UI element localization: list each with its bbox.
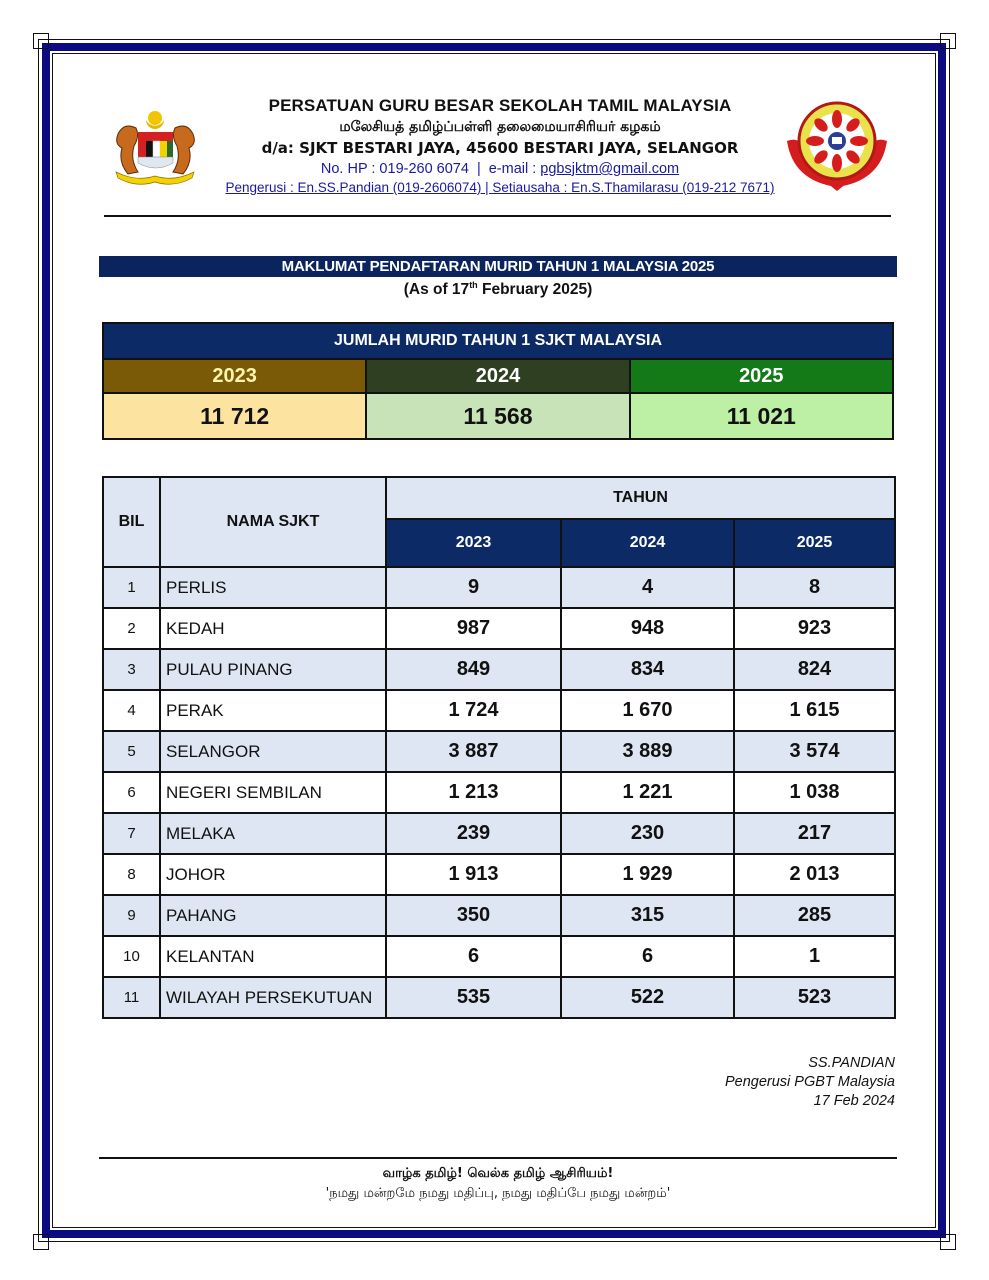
summary-total-2024: 11 568 xyxy=(366,393,629,439)
frame-corner-ornament xyxy=(940,1234,956,1250)
value-2023: 987 xyxy=(386,608,561,649)
organization-name: PERSATUAN GURU BESAR SEKOLAH TAMIL MALAYSIA xyxy=(268,96,732,115)
row-number: 5 xyxy=(103,731,160,772)
value-2024: 948 xyxy=(561,608,734,649)
email-label: e-mail : xyxy=(488,161,541,177)
summary-total-2023: 11 712 xyxy=(103,393,366,439)
signatory-position: Pengerusi PGBT Malaysia xyxy=(724,1074,895,1090)
subtitle-date-suffix: February 2025) xyxy=(477,281,593,299)
value-2025: 923 xyxy=(734,608,895,649)
row-number: 2 xyxy=(103,608,160,649)
signature-block xyxy=(725,1054,895,1111)
value-2023: 849 xyxy=(386,649,561,690)
value-2025: 1 xyxy=(734,936,895,977)
subtitle-date-prefix: (As of 17 xyxy=(403,281,470,299)
row-number: 7 xyxy=(103,813,160,854)
value-2024: 1 221 xyxy=(561,772,734,813)
value-2024: 4 xyxy=(561,567,734,608)
frame-corner-ornament xyxy=(33,1234,49,1250)
organization-address: d/a: SJKT BESTARI JAYA, 45600 BESTARI JAYA, SELANGOR xyxy=(261,139,739,157)
column-header-2024: 2024 xyxy=(561,519,734,567)
letterhead xyxy=(210,95,790,197)
table-body xyxy=(103,567,895,1018)
table-row xyxy=(103,731,895,772)
email-link[interactable]: pgbsjktm@gmail.com xyxy=(540,161,680,177)
value-2025: 285 xyxy=(734,895,895,936)
column-header-name: NAMA SJKT xyxy=(160,477,386,567)
row-number: 10 xyxy=(103,936,160,977)
table-row xyxy=(103,690,895,731)
letterhead-divider xyxy=(104,215,891,217)
value-2023: 239 xyxy=(386,813,561,854)
row-number: 8 xyxy=(103,854,160,895)
value-2024: 3 889 xyxy=(561,731,734,772)
footer-motto: 'நமது மன்றமே நமது மதிப்பு, நமது மதிப்பே நமது மன்றம்' xyxy=(325,1186,671,1201)
frame-corner-ornament xyxy=(940,33,956,49)
document-title: MAKLUMAT PENDAFTARAN MURID TAHUN 1 MALAYSIA 2025 xyxy=(99,256,897,277)
value-2023: 1 213 xyxy=(386,772,561,813)
value-2024: 6 xyxy=(561,936,734,977)
column-header-bil: BIL xyxy=(103,477,160,567)
value-2025: 2 013 xyxy=(734,854,895,895)
document-subtitle xyxy=(99,280,897,299)
row-number: 4 xyxy=(103,690,160,731)
signatory-name: SS.PANDIAN xyxy=(808,1055,895,1071)
row-number: 1 xyxy=(103,567,160,608)
footer xyxy=(99,1164,897,1204)
state-name: KELANTAN xyxy=(160,936,386,977)
state-name: PAHANG xyxy=(160,895,386,936)
summary-heading: JUMLAH MURID TAHUN 1 SJKT MALAYSIA xyxy=(103,323,893,359)
summary-year-2025: 2025 xyxy=(630,359,893,393)
table-row xyxy=(103,772,895,813)
row-number: 3 xyxy=(103,649,160,690)
value-2024: 522 xyxy=(561,977,734,1018)
summary-year-2024: 2024 xyxy=(366,359,629,393)
value-2024: 230 xyxy=(561,813,734,854)
table-row xyxy=(103,977,895,1018)
contact-line xyxy=(210,159,790,179)
state-name: JOHOR xyxy=(160,854,386,895)
state-name: PERLIS xyxy=(160,567,386,608)
organization-name-tamil: மலேசியத் தமிழ்ப்பள்ளி தலைமையாசிரியர் கழகம் xyxy=(339,119,661,135)
value-2023: 1 913 xyxy=(386,854,561,895)
contact-separator: | xyxy=(476,161,481,177)
table-row xyxy=(103,649,895,690)
value-2023: 535 xyxy=(386,977,561,1018)
value-2025: 523 xyxy=(734,977,895,1018)
state-name: KEDAH xyxy=(160,608,386,649)
value-2024: 315 xyxy=(561,895,734,936)
value-2025: 3 574 xyxy=(734,731,895,772)
row-number: 9 xyxy=(103,895,160,936)
value-2025: 1 038 xyxy=(734,772,895,813)
footer-slogan: வாழ்க தமிழ்! வெல்க தமிழ் ஆசிரியம்! xyxy=(382,1166,614,1181)
phone-number: No. HP : 019-260 6074 xyxy=(320,161,469,177)
column-header-2025: 2025 xyxy=(734,519,895,567)
value-2025: 1 615 xyxy=(734,690,895,731)
table-row xyxy=(103,854,895,895)
state-name: PULAU PINANG xyxy=(160,649,386,690)
value-2023: 9 xyxy=(386,567,561,608)
frame-corner-ornament xyxy=(33,33,49,49)
coat-of-arms-logo xyxy=(108,104,203,194)
table-row xyxy=(103,936,895,977)
enrollment-by-state-table xyxy=(102,476,896,1019)
table-row xyxy=(103,567,895,608)
table-row xyxy=(103,813,895,854)
column-header-2023: 2023 xyxy=(386,519,561,567)
value-2024: 1 670 xyxy=(561,690,734,731)
value-2025: 8 xyxy=(734,567,895,608)
value-2024: 1 929 xyxy=(561,854,734,895)
footer-divider xyxy=(99,1157,897,1159)
summary-table xyxy=(102,322,894,440)
signature-date: 17 Feb 2024 xyxy=(813,1093,895,1109)
state-name: PERAK xyxy=(160,690,386,731)
summary-total-2025: 11 021 xyxy=(630,393,893,439)
value-2025: 217 xyxy=(734,813,895,854)
state-name: MELAKA xyxy=(160,813,386,854)
table-row xyxy=(103,608,895,649)
value-2024: 834 xyxy=(561,649,734,690)
row-number: 6 xyxy=(103,772,160,813)
association-emblem-logo xyxy=(783,97,891,193)
state-name: WILAYAH PERSEKUTUAN xyxy=(160,977,386,1018)
value-2025: 824 xyxy=(734,649,895,690)
column-header-tahun: TAHUN xyxy=(386,477,895,519)
row-number: 11 xyxy=(103,977,160,1018)
summary-year-2023: 2023 xyxy=(103,359,366,393)
subtitle-ordinal: th xyxy=(469,280,478,290)
value-2023: 1 724 xyxy=(386,690,561,731)
value-2023: 3 887 xyxy=(386,731,561,772)
table-row xyxy=(103,895,895,936)
officers-line: Pengerusi : En.SS.Pandian (019-2606074) | Setiausaha : En.S.Thamilarasu (019-212 7671) xyxy=(225,180,775,195)
value-2023: 6 xyxy=(386,936,561,977)
value-2023: 350 xyxy=(386,895,561,936)
state-name: SELANGOR xyxy=(160,731,386,772)
state-name: NEGERI SEMBILAN xyxy=(160,772,386,813)
